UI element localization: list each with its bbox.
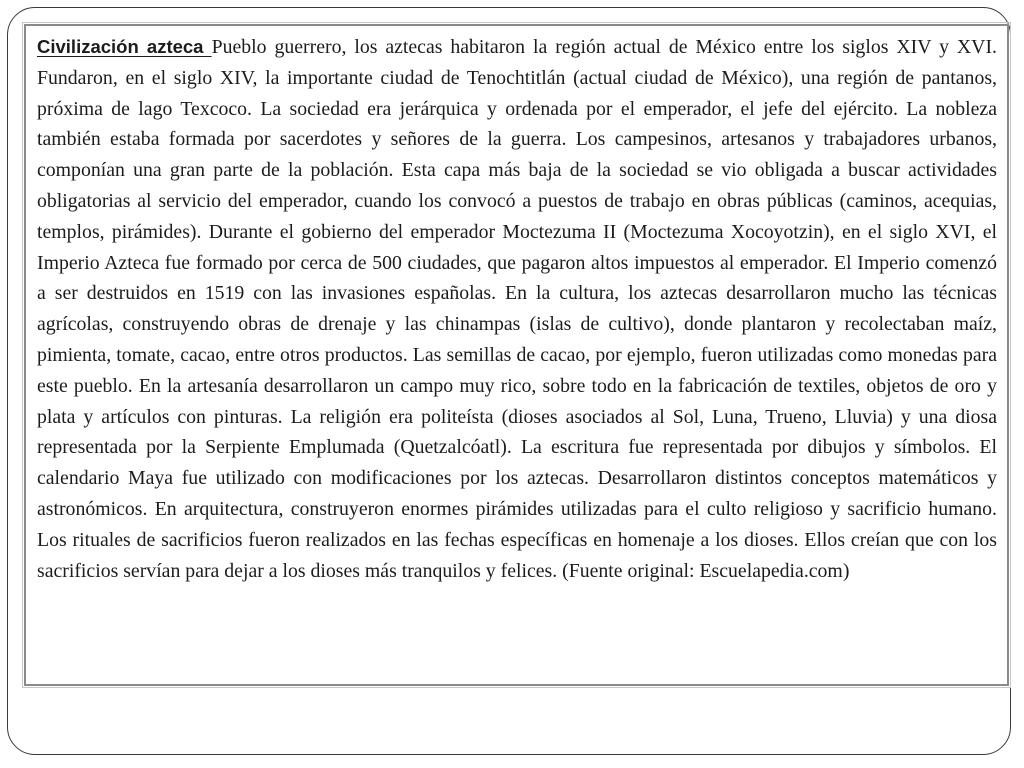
text-box [24, 24, 1009, 686]
body-paragraph [37, 32, 997, 586]
document-title: Civilización azteca [37, 36, 212, 57]
body-text: Pueblo guerrero, los aztecas habitaron la región actual de México entre los siglos XIV y XVI. Fundaron, en el siglo XIV, la importante ciudad de Tenochtitlán (actual ciudad de México), una región de pantanos, próxima de lago Texcoco. La sociedad era jerárquica y ordenada por el emperador, el jefe del ejército. La nobleza también estaba formada por sacerdotes y señores de la guerra. Los campesinos, artesanos y trabajadores urbanos, componían una gran parte de la población. Esta capa más baja de la sociedad se vio obligada a buscar actividades obligatorias al servicio del emperador, cuando los convocó a puestos de trabajo en obras públicas (caminos, acequias, templos, pirámides). Durante el gobierno del emperador Moctezuma II (Moctezuma Xocoyotzin), en el siglo XVI, el Imperio Azteca fue formado por cerca de 500 ciudades, que pagaron altos impuestos al emperador. El Imperio comenzó a ser destruidos en 1519 con las invasiones españolas. En la cultura, los aztecas desarrollaron mucho las técnicas agrícolas, construyendo obras de drenaje y las chinampas (islas de cultivo), donde plantaron y recolectaban maíz, pimienta, tomate, cacao, entre otros productos. Las semillas de cacao, por ejemplo, fueron utilizadas como monedas para este pueblo. En la artesanía desarrollaron un campo muy rico, sobre todo en la fabricación de textiles, objetos de oro y plata y artículos con pinturas. La religión era politeísta (dioses asociados al Sol, Luna, Trueno, Lluvia) y una diosa representada por la Serpiente Emplumada (Quetzalcóatl). La escritura fue representada por dibujos y símbolos. El calendario Maya fue utilizado con modificaciones por los aztecas. Desarrollaron distintos conceptos matemáticos y astronómicos. En arquitectura, construyeron enormes pirámides utilizadas para el culto religioso y sacrificio humano. Los rituales de sacrificios fueron realizados en las fechas específicas en homenaje a los dioses. Ellos creían que con los sacrificios servían para dejar a los dioses más tranquilos y felices. (Fuente original: Escuelapedia.com) [37, 36, 997, 582]
